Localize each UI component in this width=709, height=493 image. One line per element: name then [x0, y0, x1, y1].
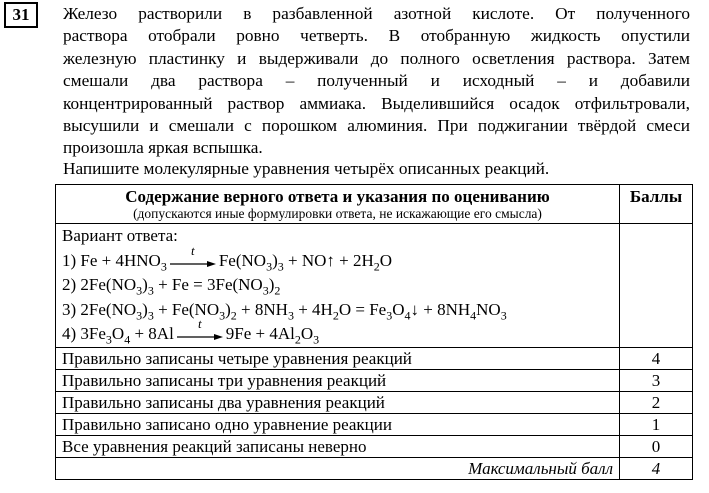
table-row	[56, 413, 693, 435]
criterion-score: 3	[620, 369, 693, 391]
header-title: Содержание верного ответа и указания по оцениванию	[125, 187, 550, 206]
answer-row	[56, 224, 693, 348]
equation-1: 1) $Fe + 4HNO_3$ t $Fe(NO_3)_3$ + NO↑ + $2H_2O$	[62, 242, 393, 273]
table-row	[56, 391, 693, 413]
max-score-row	[56, 457, 693, 479]
task-text	[63, 3, 690, 160]
task-line: концентрированный раствор аммиака. Выделившийся осадок отфильтровали,	[63, 93, 690, 113]
task-number: 31	[4, 2, 38, 28]
task-line: смешали два раствора – полученный и исходный – и добавили	[63, 71, 690, 91]
equation-2: 2) $2Fe(NO_3)_3 + Fe = 3Fe(NO_3)_2$	[62, 275, 281, 298]
criterion-score: 4	[620, 347, 693, 369]
criterion-text: Правильно записаны четыре уравнения реакций	[56, 347, 620, 369]
task-question: Напишите молекулярные уравнения четырёх описанных реакций.	[63, 159, 550, 178]
criterion-text: Все уравнения реакций записаны неверно	[56, 435, 620, 457]
header-subtitle: (допускаются иные формулировки ответа, не искажающие его смысла)	[133, 206, 542, 221]
equation-3: 3) $2Fe(NO_3)_3 + Fe(NO_3)_2 + 8NH_3 + 4H_2O$ = $Fe_3O_4↓ + 8NH_4NO_3$	[62, 299, 507, 322]
header-score: Баллы	[620, 185, 693, 224]
criterion-score: 1	[620, 413, 693, 435]
criterion-score: 0	[620, 435, 693, 457]
answer-intro: Вариант ответа:	[62, 226, 178, 245]
answer-score-cell	[620, 224, 693, 348]
arrow-icon: t	[177, 328, 223, 342]
max-score-value: 4	[620, 457, 693, 479]
equation-4: 4) $3Fe_3O_4 + 8Al$ t $9Fe + 4Al_2O_3$	[62, 316, 320, 347]
criterion-text: Правильно записаны два уравнения реакций	[56, 391, 620, 413]
criterion-text: Правильно записаны три уравнения реакций	[56, 369, 620, 391]
task-line: Железо растворили в разбавленной азотной кислоте. От полученного	[63, 4, 690, 23]
header-content	[56, 185, 620, 224]
task-line: произошла яркая вспышка.	[63, 138, 263, 158]
table-row	[56, 347, 693, 369]
criterion-text: Правильно записано одно уравнение реакции	[56, 413, 620, 435]
table-row	[56, 369, 693, 391]
grading-table	[55, 184, 693, 480]
task-line: раствора отобрали ровно четверть. В отобранную жидкость опустили	[63, 26, 690, 46]
max-score-label: Максимальный балл	[56, 457, 620, 479]
table-header	[56, 185, 693, 224]
table-row	[56, 435, 693, 457]
arrow-icon: t	[170, 255, 216, 269]
task-line: высушили и смешали с порошком алюминия. При поджигании твёрдой смеси	[63, 116, 690, 136]
task-line: железную пластинку и выдерживали до полного осветления раствора. Затем	[63, 48, 690, 68]
answer-cell	[56, 224, 620, 348]
criterion-score: 2	[620, 391, 693, 413]
